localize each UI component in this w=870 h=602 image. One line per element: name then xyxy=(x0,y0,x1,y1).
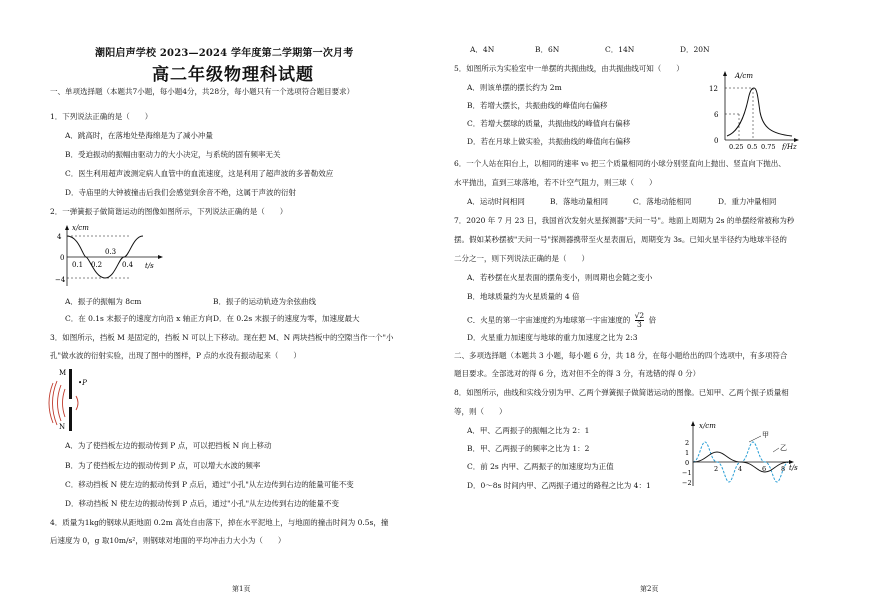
q3-label-n: N xyxy=(59,423,66,431)
q2-xtick-04: 0.4 xyxy=(122,261,134,269)
q2-ytick-0: 0 xyxy=(60,254,65,262)
exam-title: 高二年级物理科试题 xyxy=(152,65,314,85)
section2-intro-line2: 题目要求。全部选对的得 6 分，选对但不全的得 3 分，有选错的得 0 分） xyxy=(454,369,701,378)
q1-stem: 1．下列说法正确的是（ ） xyxy=(50,112,153,121)
q4-option-c: C．14N xyxy=(605,45,635,54)
q2-option-d: D．在 0.2s 末振子的速度为零，加速度最大 xyxy=(213,314,360,323)
q2-ytick-neg4: −4 xyxy=(55,276,66,284)
school-header: 潮阳启声学校 2023—2024 学年度第二学期第一次月考 xyxy=(95,48,354,59)
q8-xtick-2: 2 xyxy=(714,465,719,473)
q8-option-d: D．0～8s 时间内甲、乙两振子通过的路程之比为 4：1 xyxy=(467,481,651,490)
q8-stem-line1: 8．如图所示，曲线和实线分别为甲、乙两个弹簧振子做简谐运动的图像。已知甲、乙两个振子质量相 xyxy=(454,388,789,397)
q1-option-d: D．寺庙里的大钟被撞击后我们会感觉到余音不绝，这属于声波的衍射 xyxy=(65,188,297,197)
q8-legend-yi: 乙 xyxy=(780,444,787,452)
q2-option-b: B．振子的运动轨迹为余弦曲线 xyxy=(213,297,317,306)
section1-intro: 一、单项选择题（本题共7小题，每小题4分，共28分，每小题只有一个选项符合题目要求） xyxy=(50,87,355,96)
q7-stem-line3: 二分之一，则下列说法正确的是（ ） xyxy=(454,254,589,263)
q7-option-c-text: C．火星的第一宇宙速度约为地球第一宇宙速度的 xyxy=(467,315,631,325)
q5-option-c: C．若增大摆球的质量，共振曲线的峰值向右偏移 xyxy=(467,119,631,128)
q3-diffraction-figure xyxy=(45,363,115,435)
q3-option-c: C．移动挡板 N 使左边的振动传到 P 点后，通过"小孔"从左边传到右边的能量可能不变 xyxy=(65,480,354,489)
q7-stem-line1: 7．2020 年 7 月 23 日，我国首次发射火星探测器"天问一号"。地面上周期为 2s 的单摆经常被称为秒 xyxy=(454,216,795,225)
q7-fraction-den: 3 xyxy=(637,320,642,329)
q5-stem: 5．如图所示为实验室中一单摆的共振曲线，由共振曲线可知（ ） xyxy=(454,64,684,73)
q8-xtick-8: 8 xyxy=(781,465,786,473)
q3-stem-line1: 3．如图所示，挡板 M 是固定的，挡板 N 可以上下移动。现在把 M、N 两块挡板中的空隙当作一个"小 xyxy=(50,333,394,342)
q8-option-a: A．甲、乙两振子的振幅之比为 2：1 xyxy=(467,426,590,435)
q8-stem-line2: 等，则（ ） xyxy=(454,407,507,416)
q8-ytick-neg1: −1 xyxy=(682,469,692,477)
q8-ytick-0: 0 xyxy=(685,459,690,467)
q2-ytick-4: 4 xyxy=(57,233,62,241)
q4-option-a: A．4N xyxy=(470,45,495,54)
q6-option-d: D．重力冲量相同 xyxy=(718,197,777,206)
q2-xtick-01: 0.1 xyxy=(72,261,84,269)
q2-option-a: A．振子的振幅为 8cm xyxy=(65,297,142,306)
q5-option-d: D．若在月球上做实验，共振曲线的峰值向右偏移 xyxy=(467,137,631,146)
q2-y-label: x/cm xyxy=(72,224,89,232)
q3-label-m: M xyxy=(59,369,67,377)
q3-option-a: A．为了使挡板左边的振动传到 P 点，可以把挡板 N 向上移动 xyxy=(65,441,272,450)
q8-legend-jia: 甲 xyxy=(762,431,769,439)
q2-x-label: t/s xyxy=(145,262,154,270)
q6-option-a: A．运动时间相同 xyxy=(467,197,525,206)
q3-stem-line2: 孔"做水波的衍射实验，出现了图中的图样，P 点的水没有振动起来（ ） xyxy=(50,351,301,360)
q5-ytick-0: 0 xyxy=(714,137,719,145)
q2-stem: 2．一弹簧振子做简谐运动的图像如图所示，下列说法正确的是（ ） xyxy=(50,207,288,216)
q7-option-d: D．火星重力加速度与地球的重力加速度之比为 2:3 xyxy=(467,333,638,342)
q7-fraction-num: √2 xyxy=(634,311,645,320)
q3-option-b: B．为了使挡板左边的振动传到 P 点，可以增大水波的频率 xyxy=(65,461,261,470)
q5-ytick-12: 12 xyxy=(709,85,718,93)
q6-option-b: B．落地动量相同 xyxy=(550,197,609,206)
q6-stem-line1: 6．一个人站在阳台上，以相同的速率 v₀ 把三个质量相同的小球分别竖直向上抛出、竖直向下抛出、 xyxy=(454,159,786,168)
section2-intro-line1: 二、多项选择题（本题共 3 小题，每小题 6 分，共 18 分，在每小题给出的四个选项中，有多项符合 xyxy=(454,351,788,360)
q4-stem-line1: 4．质量为1kg的钢球从距地面 0.2m 高处自由落下，掉在水平泥地上，与地面的撞击时间为 0.5s，撞 xyxy=(50,518,389,527)
q1-option-b: B．受迫振动的振幅由驱动力的大小决定，与系统的固有频率无关 xyxy=(65,150,281,159)
q7-option-a: A．若秒摆在火星表面的摆角变小，则周期也会随之变小 xyxy=(467,273,653,282)
q7-option-c-suffix: 倍 xyxy=(648,315,657,325)
q2-oscillation-graph xyxy=(55,222,165,290)
q7-option-b: B．地球质量约为火星质量的 4 倍 xyxy=(467,292,580,301)
q3-option-d: D．移动挡板 N 使左边的振动传到 P 点后，通过"小孔"从左边传到右边的能量不变 xyxy=(65,499,340,508)
q1-option-c: C．医生利用超声波测定病人血管中的血流速度，这是利用了超声波的多普勒效应 xyxy=(65,169,334,178)
q8-xtick-6: 6 xyxy=(762,465,767,473)
q5-xtick-025: 0.25 xyxy=(729,143,744,150)
q8-x-label: t/s xyxy=(789,464,798,472)
q1-option-a: A．跳高时，在落地处垫海绵是为了减小冲量 xyxy=(65,131,213,140)
q7-stem-line2: 摆。假如某秒摆被"天问一号"探测器携带至火星表面后，周期变为 3s。已知火星半径约为地球半径的 xyxy=(454,235,787,244)
q5-y-label: A/cm xyxy=(735,72,753,80)
q4-option-d: D．20N xyxy=(680,45,710,54)
q5-ytick-6: 6 xyxy=(714,111,719,119)
q8-ytick-1: 1 xyxy=(685,449,690,457)
q8-ytick-2: 2 xyxy=(685,439,690,447)
q8-option-c: C．前 2s 内甲、乙两振子的加速度均为正值 xyxy=(467,462,614,471)
q8-option-b: B．甲、乙两振子的频率之比为 1：2 xyxy=(467,444,590,453)
q5-resonance-graph xyxy=(700,68,810,150)
q2-xtick-03: 0.3 xyxy=(105,248,117,256)
q7-fraction xyxy=(635,312,645,329)
q8-oscillation-graph xyxy=(673,418,803,490)
q5-xtick-05: 0.5 xyxy=(747,143,758,150)
q8-y-label: x/cm xyxy=(699,422,716,430)
q5-x-label: f/Hz xyxy=(782,143,797,150)
q4-stem-line2: 后速度为 0，g 取10m/s²，则钢球对地面的平均冲击力大小为（ ） xyxy=(50,536,286,545)
q2-option-c: C．在 0.1s 末振子的速度方向沿 x 轴正方向 xyxy=(65,314,213,323)
q5-xtick-075: 0.75 xyxy=(761,143,776,150)
q8-ytick-neg2: −2 xyxy=(682,479,692,487)
q8-xtick-4: 4 xyxy=(738,465,743,473)
q7-option-c xyxy=(467,312,656,329)
page-number-right: 第2页 xyxy=(640,585,659,593)
page-number-left: 第1页 xyxy=(232,585,251,593)
q6-option-c: C．落地动能相同 xyxy=(633,197,692,206)
q5-option-a: A．则该单摆的摆长约为 2m xyxy=(467,83,562,92)
q4-option-b: B．6N xyxy=(535,45,560,54)
q5-option-b: B．若增大摆长，共振曲线的峰值向右偏移 xyxy=(467,101,608,110)
q2-xtick-02: 0.2 xyxy=(91,261,103,269)
q3-point-p: •P xyxy=(78,379,87,387)
q6-stem-line2: 水平抛出，直到三球落地，若不计空气阻力，则三球（ ） xyxy=(454,178,657,187)
